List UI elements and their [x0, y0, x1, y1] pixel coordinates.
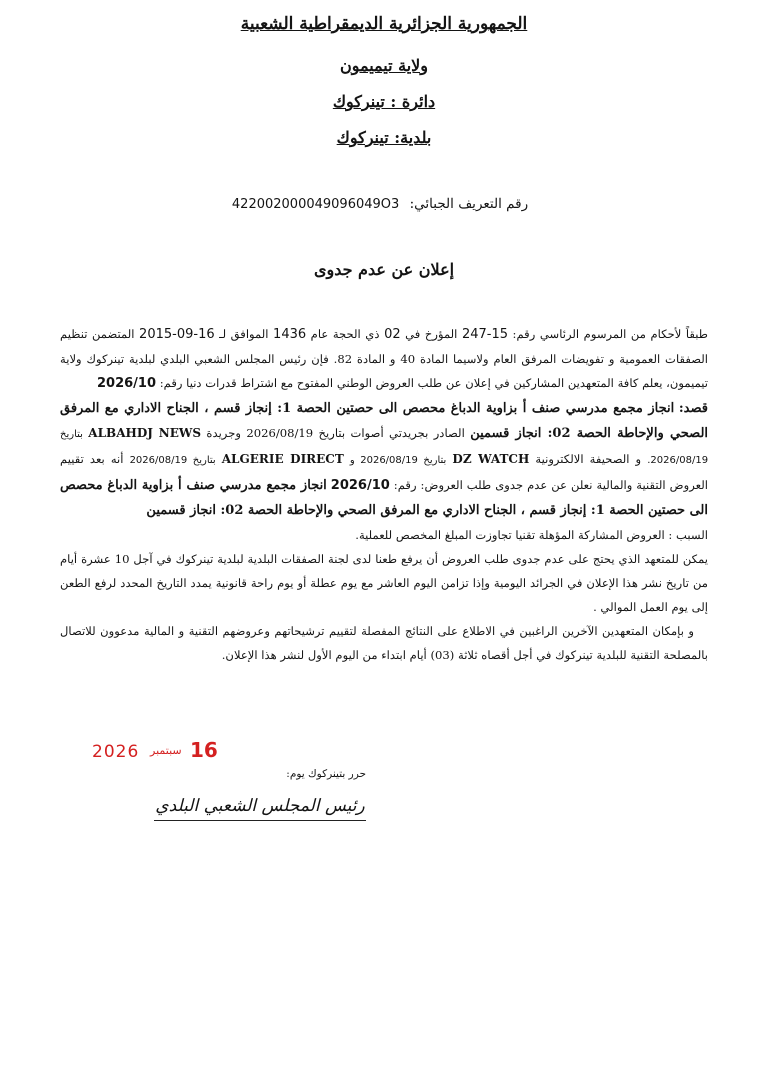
stamp-year: 2026: [92, 742, 140, 762]
stamp-day: 16: [190, 738, 218, 762]
tax-id-line: [200, 196, 560, 212]
paragraph-appeal: يمكن للمتعهد الذي يحتج على عدم جدوى طلب العروض أن يرفع طعنا لدى لجنة الصفقات البلدية لبلدية تينركوك في آجل 10 عشرة أيام من تاريخ نشر هذا الإعلان في الجرائد اليومية وإذا تزامن اليوم العاشر مع يوم عطلة أو يوم راحة قانونية يمدد التاريخ المحدد لرفع الطعن إلى يوم العمل الموالي .: [60, 552, 708, 614]
notice-body: [60, 322, 708, 667]
paragraph-decree: طبقاً لأحكام من المرسوم الرئاسي رقم: 15-247 المؤرخ في 02 ذي الحجة عام 1436 الموافق لـ 16-09-2015 المتضمن تنظيم الصفقات العمومية و تفويضات المرفق العام ولاسيما المادة 40 و المادة 82. فإن رئيس المجلس الشعبي البلدي لبلدية تينركوك ولاية تيميمون، يعلم كافة المتعهدين المشاركين في إعلان عن طلب العروض الوطني المفتوح مع اشتراط قدرات دنيا رقم: 2026/10: [60, 327, 709, 391]
paragraph-object: قصد: انجاز مجمع مدرسي صنف أ بزاوية الدباغ محصص الى حصتين الحصة 1: إنجاز قسم ، الجناح الاداري مع المرفق الصحي والإحاطة الحصة 02: انجاز قسمين الصادر بجريدتي أصوات بتاريخ 2026/08/19 وجريدة ALBAHDJ NEWS بتاريخ 2026/08/19. و الصحيفة الالكترونية DZ WATCH بتاريخ 2026/08/19 و ALGERIE DIRECT بتاريخ 2026/08/19 أنه بعد تقييم العروض التقنية والمالية نعلن عن عدم جدوى طلب العروض: رقم: 2026/10 انجاز مجمع مدرسي صنف أ بزاوية الدباغ محصص الى حصتين الحصة 1: إنجاز قسم ، الجناح الاداري مع المرفق الصحي والإحاطة الحصة 02: انجاز قسمين: [60, 401, 709, 518]
commune-header: بلدية: تينركوك: [336, 128, 432, 147]
date-stamp: [92, 740, 217, 766]
place-date-line: حرر بتينركوك يوم:: [286, 768, 366, 780]
stamp-month: سبتمبر: [150, 744, 182, 757]
paragraph-invite: و بإمكان المتعهدين الآخرين الراغبين في الاطلاع على النتائج المفصلة لتقييم ترشيحاتهم وعروضهم التقنية و المالية مدعوون للاتصال بالمصلحة التقنية للبلدية تينركوك في أجل أقصاه ثلاثة (03) أيام ابتداء من اليوم الأول لنشر هذا الإعلان.: [60, 624, 708, 662]
daira-header: دائرة : تينركوك: [332, 92, 436, 111]
wilaya-header: ولاية تيميمون: [339, 56, 429, 75]
tax-id-value: 422002000049096049O3: [231, 197, 400, 212]
signature-underline: [154, 820, 366, 821]
signatory-title: رئيس المجلس الشعبي البلدي: [155, 796, 365, 816]
notice-title: إعلان عن عدم جدوى: [313, 260, 455, 279]
tax-id-label: رقم التعريف الجبائي:: [409, 196, 529, 212]
paragraph-reason: السبب : العروض المشاركة المؤهلة تقنيا تجاوزت المبلغ المخصص للعملية.: [355, 528, 708, 542]
country-header: الجمهورية الجزائرية الديمقراطية الشعبية: [240, 14, 528, 34]
